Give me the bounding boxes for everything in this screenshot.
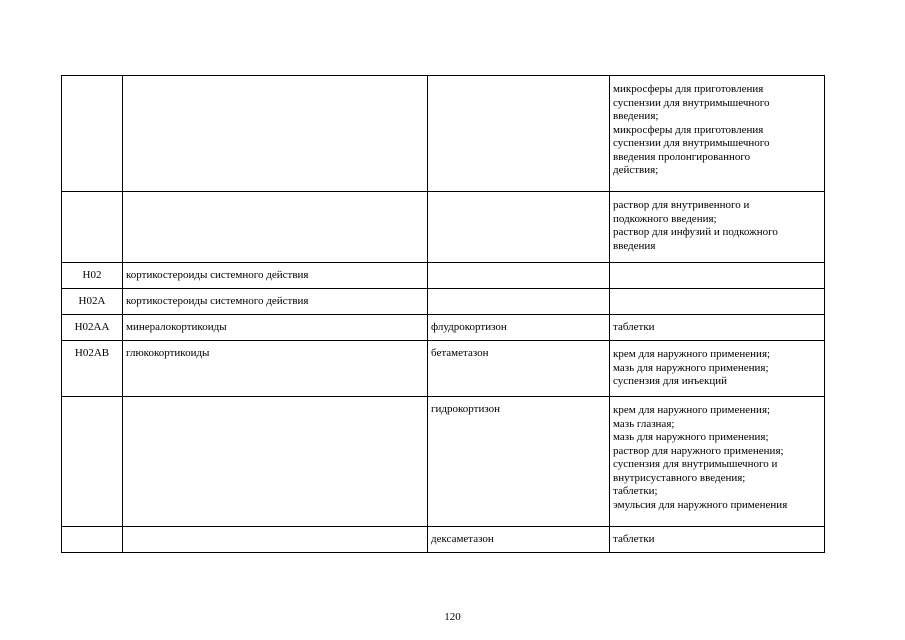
dosage-forms-cell [610, 289, 825, 315]
dosage-form-line: раствор для инфузий и подкожного [613, 226, 778, 238]
dosage-form-line: действия; [613, 164, 659, 176]
atc-code-cell [62, 192, 123, 263]
dosage-form-line: мазь для наружного применения; [613, 361, 769, 374]
dosage-form-line: эмульсия для наружного применения [613, 498, 788, 511]
drug-cell: гидрокортизон [428, 397, 610, 527]
dosage-forms-cell [610, 397, 825, 527]
dosage-form-line: раствор для внутривенного и [613, 199, 750, 211]
dosage-forms-cell [610, 341, 825, 397]
dosage-form-line: раствор для наружного применения; [613, 444, 784, 457]
medication-table [61, 75, 825, 553]
dosage-form-line: крем для наружного применения; [613, 404, 771, 416]
dosage-form-line: внутрисуставного введения; [613, 471, 746, 484]
atc-code-cell: H02 [62, 263, 123, 289]
group-cell [123, 76, 428, 192]
dosage-forms-cell [610, 263, 825, 289]
dosage-form-line: таблетки [613, 533, 655, 545]
table-row [62, 289, 825, 315]
atc-code-cell [62, 527, 123, 553]
drug-cell [428, 76, 610, 192]
atc-code-cell: H02AB [62, 341, 123, 397]
table-row [62, 263, 825, 289]
table-row [62, 397, 825, 527]
drug-cell: дексаметазон [428, 527, 610, 553]
dosage-forms-cell [610, 76, 825, 192]
dosage-form-line: введения; [613, 110, 659, 122]
group-cell: кортикостероиды системного действия [123, 289, 428, 315]
group-cell [123, 192, 428, 263]
dosage-form-line: подкожного введения; [613, 212, 717, 225]
dosage-form-line: мазь глазная; [613, 417, 675, 430]
group-cell [123, 527, 428, 553]
group-cell: минералокортикоиды [123, 315, 428, 341]
table-row [62, 192, 825, 263]
drug-cell [428, 289, 610, 315]
dosage-form-line: суспензии для внутримышечного [613, 137, 770, 149]
dosage-form-line: микросферы для приготовления [613, 83, 764, 95]
dosage-form-line: таблетки; [613, 485, 658, 497]
dosage-form-line: микросферы для приготовления [613, 123, 764, 136]
page-number: 120 [444, 611, 461, 623]
dosage-forms-cell [610, 315, 825, 341]
table-row [62, 315, 825, 341]
drug-cell: флудрокортизон [428, 315, 610, 341]
drug-cell: бетаметазон [428, 341, 610, 397]
dosage-form-line: крем для наружного применения; [613, 348, 771, 360]
drug-cell [428, 263, 610, 289]
drug-cell [428, 192, 610, 263]
atc-code-cell [62, 397, 123, 527]
dosage-forms-cell [610, 527, 825, 553]
dosage-form-line: суспензия для инъекций [613, 375, 728, 387]
group-cell: глюкокортикоиды [123, 341, 428, 397]
atc-code-cell: H02AA [62, 315, 123, 341]
dosage-form-line: суспензия для внутримышечного и [613, 458, 778, 470]
atc-code-cell [62, 76, 123, 192]
table-row [62, 341, 825, 397]
dosage-form-line: введения [613, 239, 656, 252]
dosage-form-line: введения пролонгированного [613, 150, 751, 163]
table-row [62, 76, 825, 192]
table-row [62, 527, 825, 553]
dosage-form-line: мазь для наружного применения; [613, 431, 769, 443]
atc-code-cell: H02A [62, 289, 123, 315]
dosage-form-line: суспензии для внутримышечного [613, 96, 770, 109]
dosage-form-line: таблетки [613, 321, 655, 333]
dosage-forms-cell [610, 192, 825, 263]
group-cell [123, 397, 428, 527]
group-cell: кортикостероиды системного действия [123, 263, 428, 289]
